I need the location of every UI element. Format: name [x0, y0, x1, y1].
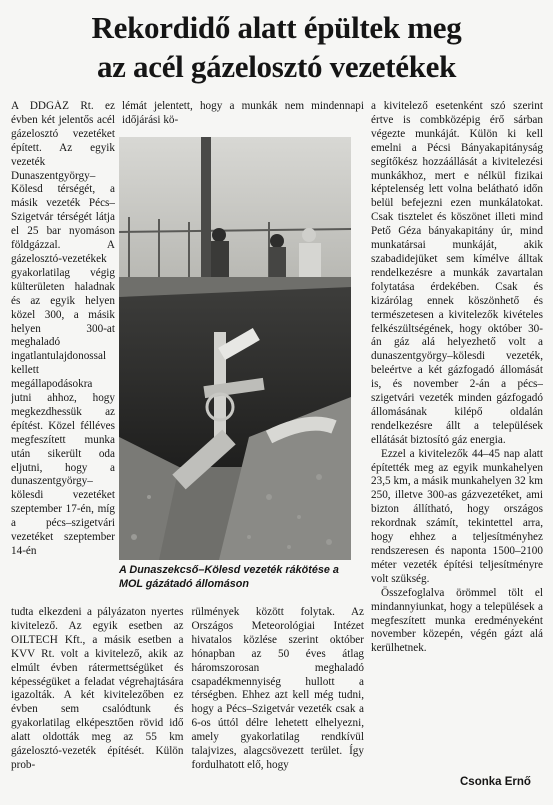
construction-photo	[119, 137, 351, 560]
photo-caption: A Dunaszekcső–Kölesd vezeték rákötése a MOL gázátadó állomáson	[119, 564, 339, 590]
title-line-1: Rekordidő alatt épültek meg	[91, 10, 462, 45]
column-right	[371, 100, 543, 765]
title-line-2: az acél gázelosztó vezetékek	[96, 49, 457, 84]
column-left	[11, 100, 115, 605]
article-title	[10, 8, 543, 86]
paragraph-right-2: Ezzel a kivitelezők 44–45 nap alatt építették meg az egyik munkahelyen 23,5 km, a másik munkahelyen 32 km 250, illetve 300-as gázvezetéket, ami bizton állítható, hogy országos rekordnak számít, tekintettel arra, hogy ehhez a teljesítményhez rendszeresen és naponta 1500–2100 méter vezeték építési teljesítményre volt szükség.	[371, 447, 543, 585]
paragraph-lower-b: rülmények között folytak. Az Országos Meteorológiai Intézet hivatalos közlése szerint október hónapban az 50 éves átlag háromszorosan meghaladó csapadékmennyiség hullott a térségben. Ehhez azt kell még tudni, hogy a Pécs–Szigetvár vezeték csak a 6-os úttól délre lehetett elhelyezni, amely gyakorlatilag rendkívül talajvizes, alagcsövezett terület. Így fordulhatott elő, hogy	[191, 606, 364, 771]
paragraph-middle-top: lémát jelentett, hogy a munkák nem mindennapi időjárási kö-	[122, 100, 364, 126]
column-middle-top	[122, 100, 364, 136]
paragraph-intro: A DDGÁZ Rt. ez évben két jelentős acél gázelosztó vezetéket épített. Az egyik vezeték Dunaszentgyörgy–Kölesd térségét, a másik vezeték Pécs–Szigetvár térségét látja el 25 bar nyomáson földgázzal. A gázelosztó-vezetékek gyakorlatilag végig külterületen haladnak és az egyik helyen közel 300, a másik helyen 300-at meghaladó ingatlantulajdonossal kellett megállapodásokra jutni ahhoz, hogy megkezdhessük az építést. Közel félléves megfeszített munka után sikerült oda eljutni, hogy a dunaszentgyörgy–kölesdi vezetéket szeptember 17-én, míg a pécs–szigetvári vezetéket szeptember 14-én	[11, 100, 115, 557]
paragraph-right-1: a kivitelező esetenként szó szerint értve is combközépig érő sárban végezte munkáját. Külön ki kell emelni a Pécsi Bányakapitányság segítőkész hozzáállását a kivitelezési munkákhoz, mert e nélkül fizikai képtelenség lett volna belátható időn belül befejezni ezen munkálatokat. Csak tisztelet és köszönet illeti mind Pető Géza bányakapitány úr, mind munkatársai munkáját, akik szabadidejüket sem kímélve álltak rendelkezésre a munkák zavartalan folytatása érdekében. Csak és kizárólag ennek köszönhető és természetesen a kivitelezők kivételes felkészültségének, hogy október 30-án gáz alá helyezhető volt a dunaszentgyörgy–kölesdi vezeték, beleértve a két gázfogadó állomását is, és november 2-án a pécs–szigetvári vezeték minden gázfogadó állomásának kilépő oldalán rendelkezésre állt a települések ellátását biztosító gáz energia.	[371, 100, 543, 446]
paragraph-right-3: Összefoglalva örömmel tölt el mindannyiunkat, hogy a települések a megfeszített munka eredményeként november közepén, végén gázt alá kerülhetnek.	[371, 586, 543, 655]
paragraph-lower-a: tudta elkezdeni a pályázaton nyertes kivitelező. Az egyik esetben az OILTECH Kft., a másik esetben a KVV Rt. volt a kivitelező, akik az elmúlt évben rátermettségüket és képességüket a feladat végrehajtására igazolták. A két kivitelezőben ez évben sem csalódtunk és gyakorlatilag elképesztően rövid idő alatt oldották meg az 55 km gázelosztó-vezeték építését. Külön prob-	[11, 606, 184, 771]
author-signature: Csonka Ernő	[460, 776, 531, 788]
construction-photo-image	[119, 137, 351, 560]
lower-two-columns	[11, 606, 364, 805]
